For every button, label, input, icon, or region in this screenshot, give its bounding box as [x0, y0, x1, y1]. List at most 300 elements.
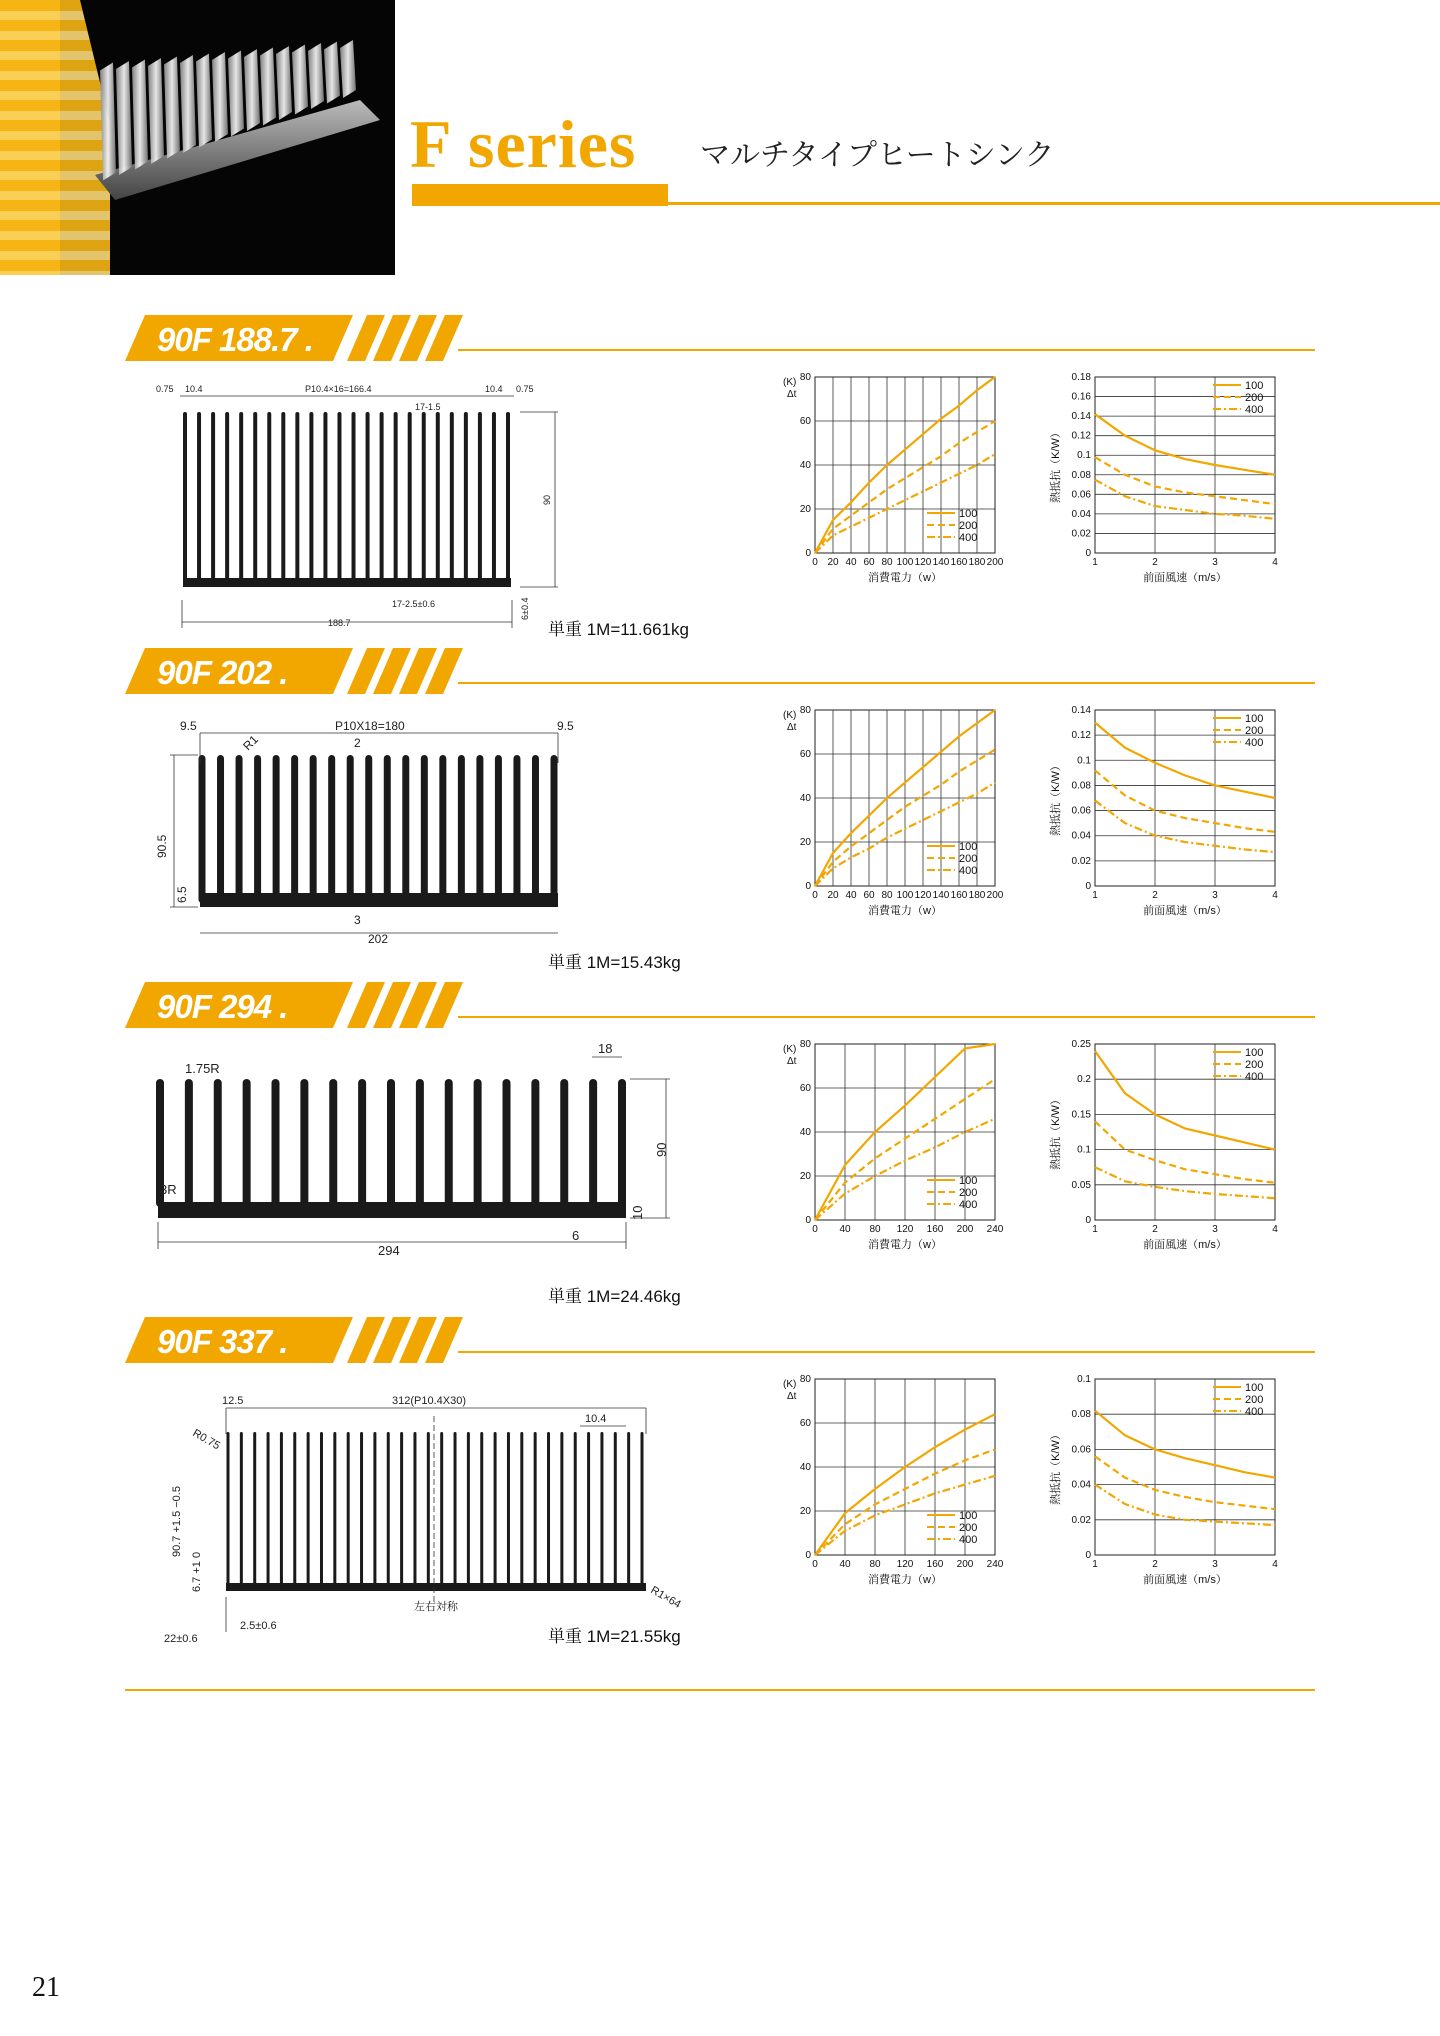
y-tick-label: 0.1 — [1077, 1374, 1091, 1385]
title-rule — [668, 202, 1440, 205]
fin — [280, 1432, 283, 1587]
y-tick-label: 60 — [799, 749, 811, 760]
unit-weight: 単重 1M=11.661kg — [548, 620, 689, 639]
fin — [387, 1432, 390, 1587]
x-axis-label: 消費電力（w） — [868, 1239, 942, 1251]
fins — [183, 412, 510, 583]
series-line-100 — [1095, 414, 1275, 475]
photo-fin — [180, 55, 196, 153]
fin — [408, 412, 412, 583]
legend-label: 200 — [1245, 1059, 1264, 1071]
x-tick-label: 4 — [1272, 1559, 1278, 1570]
dim-label: 2 — [354, 736, 361, 750]
fins — [227, 1432, 644, 1587]
dim-label: 9.5 — [180, 719, 197, 733]
x-tick-label: 40 — [845, 890, 857, 901]
fin — [532, 755, 539, 903]
fin — [422, 412, 426, 583]
y-tick-label: 0.08 — [1071, 469, 1091, 481]
fin — [507, 1432, 510, 1587]
dim-label: 9.5 — [557, 719, 574, 733]
x-tick-label: 2 — [1152, 890, 1158, 901]
fin — [506, 412, 510, 583]
fin — [427, 1432, 430, 1587]
fin — [600, 1432, 603, 1587]
fin — [185, 1079, 193, 1207]
series-subtitle: マルチタイプヒートシンク — [700, 138, 1055, 173]
photo-fin — [276, 46, 292, 120]
y-axis-label: 熱抵抗（K/W） — [1050, 427, 1062, 503]
fin — [476, 755, 483, 903]
fin — [574, 1432, 577, 1587]
x-tick-label: 4 — [1272, 557, 1278, 568]
x-axis-label: 消費電力（w） — [868, 1574, 942, 1586]
x-tick-label: 2 — [1152, 557, 1158, 568]
series-line-400 — [1095, 1167, 1275, 1198]
y-axis-label: 熱抵抗（K/W） — [1050, 1094, 1062, 1170]
fin — [309, 412, 313, 583]
y-tick-label: 80 — [799, 705, 811, 716]
x-axis-label: 消費電力（w） — [868, 905, 942, 917]
footer-rule — [125, 1689, 1315, 1691]
fin — [352, 412, 356, 583]
x-tick-label: 100 — [896, 890, 914, 901]
fin — [329, 1079, 337, 1207]
thermal-resistance-chart — [1045, 365, 1315, 605]
section-90f-188-7 — [0, 315, 1440, 650]
thermal-resistance-chart — [1045, 1032, 1315, 1272]
base-plate — [158, 1202, 626, 1218]
fin — [211, 412, 215, 583]
y-tick-label: 0.15 — [1071, 1109, 1091, 1121]
y-tick-label: 0.06 — [1071, 1444, 1091, 1456]
y-tick-label: 0.12 — [1071, 730, 1091, 742]
fin — [445, 1079, 453, 1207]
fin — [495, 755, 502, 903]
fin — [333, 1432, 336, 1587]
y-axis-label: Δt — [787, 1056, 797, 1067]
y-axis-label: Δt — [787, 1391, 797, 1402]
y-tick-label: 0.06 — [1071, 805, 1091, 817]
fin — [478, 412, 482, 583]
x-tick-label: 2 — [1152, 1224, 1158, 1235]
dim-label: 18 — [598, 1041, 613, 1056]
x-tick-label: 160 — [950, 557, 968, 568]
photo-fin — [116, 61, 132, 175]
x-tick-label: 120 — [896, 1224, 914, 1235]
y-tick-label: 0.16 — [1071, 391, 1091, 403]
section-rule — [458, 1016, 1315, 1018]
model-tag — [125, 315, 475, 361]
y-tick-label: 0.02 — [1071, 1514, 1091, 1526]
fin — [300, 1079, 308, 1207]
x-tick-label: 1 — [1092, 557, 1098, 568]
fin — [199, 755, 206, 903]
fin — [267, 1432, 270, 1587]
model-name: 90F 337 . — [157, 1323, 288, 1360]
unit-weight: 単重 1M=15.43kg — [548, 953, 681, 972]
dim-label: 2.5±0.6 — [240, 1620, 277, 1632]
x-tick-label: 60 — [863, 557, 875, 568]
series-line-400 — [1095, 801, 1275, 853]
model-name: 90F 188.7 . — [157, 321, 313, 358]
fin — [293, 1432, 296, 1587]
fin — [323, 412, 327, 583]
fin — [503, 1079, 511, 1207]
photo-fin — [164, 57, 180, 159]
y-tick-label: 0.04 — [1071, 830, 1091, 842]
x-tick-label: 200 — [956, 1559, 974, 1570]
y-tick-label: 60 — [799, 1083, 811, 1094]
fin — [240, 1432, 243, 1587]
y-tick-label: 20 — [799, 1506, 811, 1517]
fin — [253, 1432, 256, 1587]
y-tick-label: 40 — [799, 793, 811, 804]
fin — [454, 1432, 457, 1587]
section-90f-294 — [0, 982, 1440, 1317]
fin — [253, 412, 257, 583]
y-tick-label: 0.04 — [1071, 508, 1091, 520]
dim-label: 10 — [630, 1205, 645, 1220]
fin — [413, 1432, 416, 1587]
x-tick-label: 160 — [926, 1559, 944, 1570]
base-plate — [183, 578, 511, 587]
photo-fin — [100, 63, 116, 181]
legend-label: 200 — [959, 853, 978, 865]
temperature-rise-chart — [765, 1032, 1035, 1272]
dim-label: 1.75R — [185, 1061, 220, 1076]
y-tick-label: 60 — [799, 416, 811, 427]
fin — [614, 1432, 617, 1587]
dim-label: R0.75 — [190, 1427, 222, 1453]
fin — [243, 1079, 251, 1207]
dim-label: 188.7 — [328, 618, 351, 628]
legend-label: 200 — [959, 1187, 978, 1199]
photo-fin — [244, 49, 260, 131]
legend-label: 100 — [959, 1510, 978, 1522]
x-tick-label: 80 — [869, 1559, 881, 1570]
y-tick-label: 0.25 — [1071, 1039, 1091, 1050]
model-name: 90F 202 . — [157, 654, 288, 691]
model-tag — [125, 648, 475, 694]
fin — [560, 1432, 563, 1587]
base-plate — [200, 893, 558, 907]
x-axis-label: 前面風速（m/s） — [1143, 1574, 1227, 1586]
photo-fin — [324, 42, 340, 104]
x-axis-label: 消費電力（w） — [868, 572, 942, 584]
x-tick-label: 20 — [827, 557, 839, 568]
unit-weight: 単重 1M=21.55kg — [548, 1627, 681, 1646]
x-tick-label: 0 — [812, 557, 818, 568]
y-tick-label: 80 — [799, 372, 811, 383]
fin — [464, 412, 468, 583]
section-rule — [458, 1351, 1315, 1353]
fin — [416, 1079, 424, 1207]
x-tick-label: 0 — [812, 890, 818, 901]
profile-drawing — [140, 1037, 700, 1297]
fin — [310, 755, 317, 903]
dim-label: 90.7 +1.5 −0.5 — [171, 1486, 183, 1557]
fin — [307, 1432, 310, 1587]
fin — [360, 1432, 363, 1587]
dim-label: 17-2.5±0.6 — [392, 599, 435, 609]
y-tick-label: 0.1 — [1077, 1144, 1091, 1156]
dim-label: 10.4 — [485, 384, 503, 394]
fin — [337, 412, 341, 583]
header-photo — [0, 0, 395, 275]
series-line-100 — [1095, 1411, 1275, 1478]
dim-label: 10.4 — [185, 384, 203, 394]
y-tick-label: 40 — [799, 1462, 811, 1473]
y-tick-label: 0.04 — [1071, 1479, 1091, 1491]
fin — [365, 755, 372, 903]
x-tick-label: 1 — [1092, 890, 1098, 901]
fin — [373, 1432, 376, 1587]
fins — [156, 1079, 626, 1207]
y-tick-label: 0 — [805, 548, 811, 559]
y-tick-label: 0.02 — [1071, 855, 1091, 867]
y-tick-label: 0 — [805, 1215, 811, 1226]
fin — [641, 1432, 644, 1587]
fin — [402, 755, 409, 903]
y-tick-label: 0 — [1085, 1215, 1091, 1226]
fin — [439, 755, 446, 903]
fin — [214, 1079, 222, 1207]
y-axis-label: Δt — [787, 389, 797, 400]
fin — [291, 755, 298, 903]
fin — [281, 412, 285, 583]
dim-label: 90.5 — [155, 834, 169, 858]
legend-label: 200 — [959, 520, 978, 532]
dim-label: 10.4 — [585, 1413, 607, 1425]
photo-fin — [228, 51, 244, 137]
photo-fin — [212, 52, 228, 142]
x-tick-label: 80 — [869, 1224, 881, 1235]
section-rule — [458, 682, 1315, 684]
dim-label: 左右対称 — [414, 1601, 458, 1613]
y-tick-label: 0.2 — [1077, 1074, 1091, 1086]
dim-label: 3 — [354, 913, 361, 927]
thermal-resistance-chart — [1045, 1367, 1315, 1607]
fins — [199, 755, 558, 903]
series-line-400 — [1095, 1485, 1275, 1526]
photo-fin — [132, 60, 148, 170]
legend-label: 200 — [1245, 392, 1264, 404]
fin — [320, 1432, 323, 1587]
x-tick-label: 3 — [1212, 557, 1218, 568]
y-tick-label: 0.1 — [1077, 450, 1091, 462]
legend-label: 100 — [1245, 380, 1264, 392]
fin — [551, 755, 558, 903]
x-tick-label: 180 — [968, 890, 986, 901]
legend-label: 100 — [959, 1175, 978, 1187]
legend-label: 100 — [1245, 1047, 1264, 1059]
fin — [480, 1432, 483, 1587]
dim-label: 12.5 — [222, 1395, 244, 1407]
legend-label: 200 — [1245, 1394, 1264, 1406]
y-axis-label: (K) — [783, 1044, 797, 1055]
dim-label: R1×64 — [648, 1584, 683, 1611]
fin — [347, 1432, 350, 1587]
photo-fin — [148, 58, 164, 164]
temperature-rise-chart — [765, 698, 1035, 938]
model-tag — [125, 982, 475, 1028]
photo-fin — [292, 45, 308, 115]
heatsink-photo — [0, 0, 395, 275]
dim-label: 6.5 — [175, 886, 189, 903]
legend-label: 200 — [1245, 725, 1264, 737]
dim-label: 202 — [368, 932, 389, 946]
x-tick-label: 100 — [896, 557, 914, 568]
y-tick-label: 0.08 — [1071, 780, 1091, 792]
y-tick-label: 20 — [799, 1171, 811, 1182]
fin — [328, 755, 335, 903]
dim-label: 17-1.5 — [415, 402, 441, 412]
y-tick-label: 0.14 — [1071, 411, 1091, 423]
y-tick-label: 0 — [1085, 1550, 1091, 1561]
dim-label: 6±0.4 — [520, 597, 530, 620]
fin — [197, 412, 201, 583]
x-tick-label: 4 — [1272, 1224, 1278, 1235]
x-tick-label: 4 — [1272, 890, 1278, 901]
fin — [492, 412, 496, 583]
x-tick-label: 3 — [1212, 1559, 1218, 1570]
fin — [358, 1079, 366, 1207]
photo-fin — [340, 40, 356, 98]
fin — [227, 1432, 230, 1587]
legend-label: 400 — [959, 532, 978, 544]
photo-fin — [196, 54, 212, 148]
y-axis-label: (K) — [783, 710, 797, 721]
dim-label: 6 — [572, 1228, 580, 1243]
x-tick-label: 140 — [932, 890, 950, 901]
x-tick-label: 80 — [881, 890, 893, 901]
fin — [217, 755, 224, 903]
x-tick-label: 240 — [986, 1224, 1004, 1235]
legend-label: 400 — [1245, 1071, 1264, 1083]
y-tick-label: 20 — [799, 504, 811, 515]
x-tick-label: 80 — [881, 557, 893, 568]
fin — [347, 755, 354, 903]
section-90f-202 — [0, 648, 1440, 983]
fin — [267, 412, 271, 583]
photo-fin — [308, 43, 324, 109]
x-axis-label: 前面風速（m/s） — [1143, 572, 1227, 584]
legend-label: 100 — [959, 841, 978, 853]
legend-label: 400 — [959, 865, 978, 877]
legend-label: 100 — [1245, 713, 1264, 725]
fin — [236, 755, 243, 903]
y-tick-label: 0 — [805, 881, 811, 892]
photo-fin — [260, 48, 276, 126]
legend-label: 400 — [1245, 1406, 1264, 1418]
x-axis-label: 前面風速（m/s） — [1143, 1239, 1227, 1251]
fin — [272, 1079, 280, 1207]
dim-label: P10X18=180 — [335, 719, 405, 733]
fin — [384, 755, 391, 903]
legend-label: 100 — [1245, 1382, 1264, 1394]
y-tick-label: 0 — [1085, 881, 1091, 892]
fin — [225, 412, 229, 583]
y-axis-label: (K) — [783, 377, 797, 388]
fin — [394, 412, 398, 583]
x-tick-label: 160 — [926, 1224, 944, 1235]
dim-label: 22±0.6 — [164, 1633, 198, 1645]
series-title: F series — [410, 106, 637, 182]
temperature-rise-chart — [765, 1367, 1035, 1607]
legend-label: 400 — [1245, 737, 1264, 749]
series-line-200 — [1095, 1121, 1275, 1182]
y-tick-label: 0.05 — [1071, 1179, 1091, 1191]
x-tick-label: 200 — [986, 557, 1004, 568]
legend-label: 200 — [959, 1522, 978, 1534]
y-tick-label: 80 — [799, 1039, 811, 1050]
x-tick-label: 120 — [896, 1559, 914, 1570]
dim-label: 294 — [378, 1243, 400, 1258]
fin — [560, 1079, 568, 1207]
y-axis-label: (K) — [783, 1379, 797, 1390]
dim-label: P10.4×16=166.4 — [305, 384, 372, 394]
base-plate — [226, 1583, 646, 1591]
section-90f-337 — [0, 1317, 1440, 1652]
series-line-200 — [1095, 770, 1275, 832]
series-line-200 — [1095, 457, 1275, 504]
x-tick-label: 1 — [1092, 1224, 1098, 1235]
fin — [436, 412, 440, 583]
fin — [421, 755, 428, 903]
x-tick-label: 60 — [863, 890, 875, 901]
y-tick-label: 20 — [799, 837, 811, 848]
legend-label: 400 — [959, 1199, 978, 1211]
title-underline-bar — [412, 184, 668, 206]
x-tick-label: 200 — [986, 890, 1004, 901]
x-tick-label: 2 — [1152, 1559, 1158, 1570]
fin — [474, 1079, 482, 1207]
y-tick-label: 60 — [799, 1418, 811, 1429]
x-tick-label: 40 — [839, 1224, 851, 1235]
profile-drawing — [140, 703, 700, 963]
x-tick-label: 120 — [914, 557, 932, 568]
profile-drawing — [140, 370, 700, 630]
x-tick-label: 160 — [950, 890, 968, 901]
fin — [458, 755, 465, 903]
series-line-400 — [1095, 480, 1275, 519]
dim-label: 90 — [654, 1142, 669, 1157]
x-tick-label: 0 — [812, 1224, 818, 1235]
dim-label: 3R — [160, 1182, 177, 1197]
fin — [295, 412, 299, 583]
dim-label: 90 — [542, 494, 552, 505]
y-tick-label: 40 — [799, 1127, 811, 1138]
y-tick-label: 0.18 — [1071, 372, 1091, 383]
x-tick-label: 140 — [932, 557, 950, 568]
fin — [254, 755, 261, 903]
y-tick-label: 0 — [1085, 548, 1091, 559]
temperature-rise-chart — [765, 365, 1035, 605]
y-tick-label: 0.12 — [1071, 430, 1091, 442]
y-tick-label: 0.1 — [1077, 755, 1091, 767]
thermal-resistance-chart — [1045, 698, 1315, 938]
x-tick-label: 20 — [827, 890, 839, 901]
fin — [534, 1432, 537, 1587]
x-tick-label: 120 — [914, 890, 932, 901]
model-name: 90F 294 . — [157, 988, 288, 1025]
y-tick-label: 0 — [805, 1550, 811, 1561]
fin — [467, 1432, 470, 1587]
y-tick-label: 80 — [799, 1374, 811, 1385]
x-tick-label: 240 — [986, 1559, 1004, 1570]
x-tick-label: 0 — [812, 1559, 818, 1570]
